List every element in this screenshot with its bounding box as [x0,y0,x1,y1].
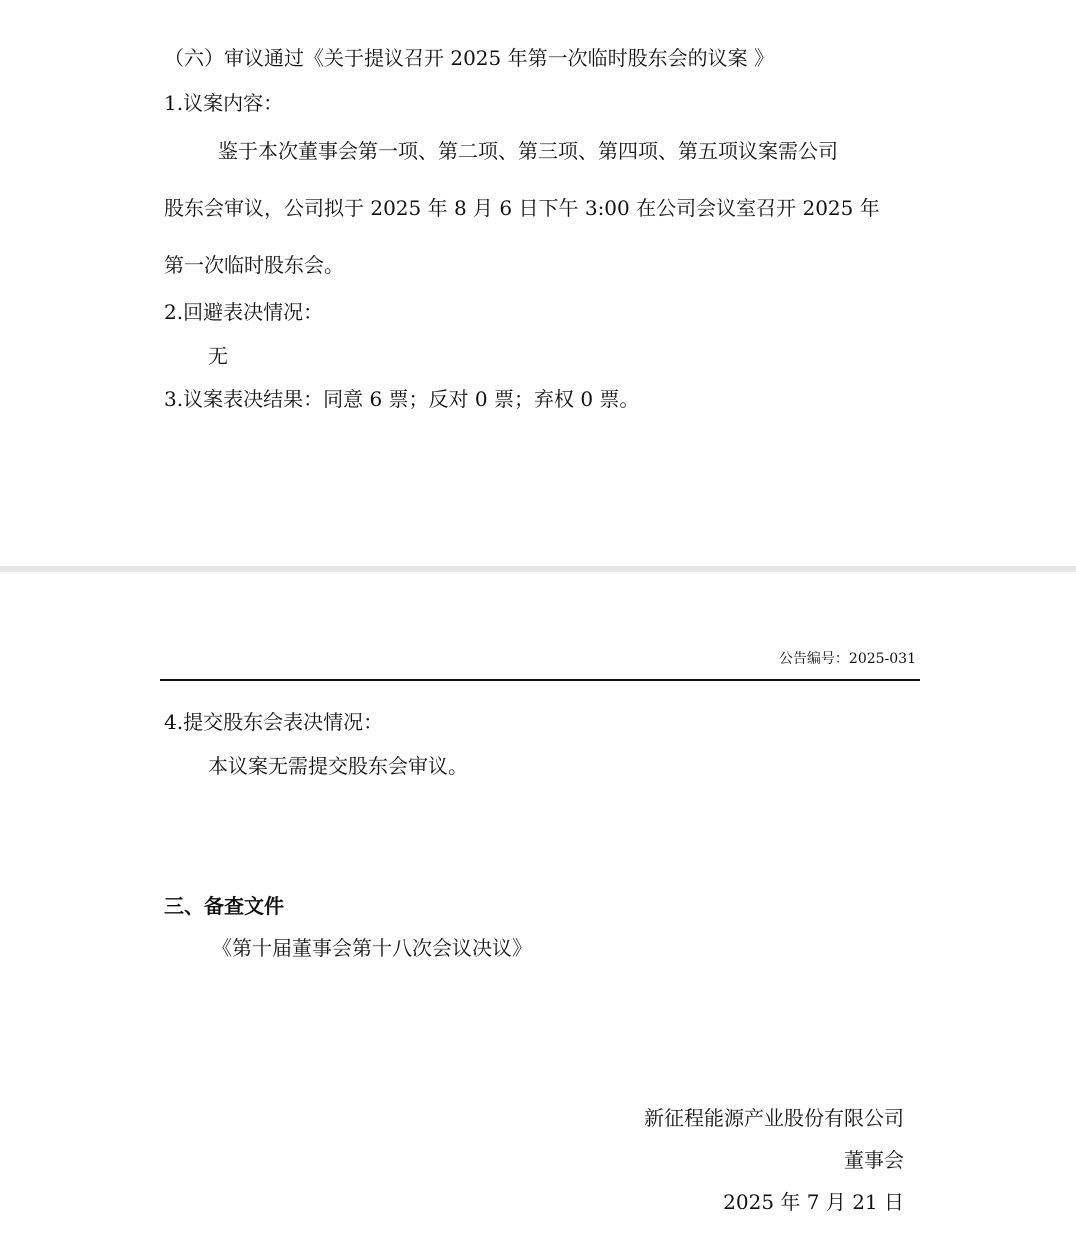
avoid-value: 无 [208,344,228,368]
submit-value: 本议案无需提交股东会审议。 [208,754,468,778]
signature-date: 2025 年 7 月 21 日 [723,1190,904,1214]
content-line-1: 鉴于本次董事会第一项、第二项、第三项、第四项、第五项议案需公司 [218,139,838,163]
announcement-number: 公告编号：2025-031 [778,651,916,667]
content-line-3: 第一次临时股东会。 [164,253,344,277]
board-name: 董事会 [844,1148,904,1172]
vote-result: 3.议案表决结果：同意 6 票；反对 0 票；弃权 0 票。 [164,387,640,411]
item-title: （六）审议通过《关于提议召开 2025 年第一次临时股东会的议案 》 [164,46,774,70]
content-label: 1.议案内容： [164,91,284,115]
company-name: 新征程能源产业股份有限公司 [644,1106,904,1130]
content-line-2: 股东会审议，公司拟于 2025 年 8 月 6 日下午 3:00 在公司会议室召开 2025 年 [164,196,880,220]
header-rule [160,679,920,681]
reference-file: 《第十届董事会第十八次会议决议》 [212,936,532,960]
submit-label: 4.提交股东会表决情况： [164,710,384,734]
document-page-1 [0,0,1076,566]
document-page-2 [0,572,1076,1244]
avoid-label: 2.回避表决情况： [164,300,324,324]
section-title: 三、备查文件 [164,894,284,918]
